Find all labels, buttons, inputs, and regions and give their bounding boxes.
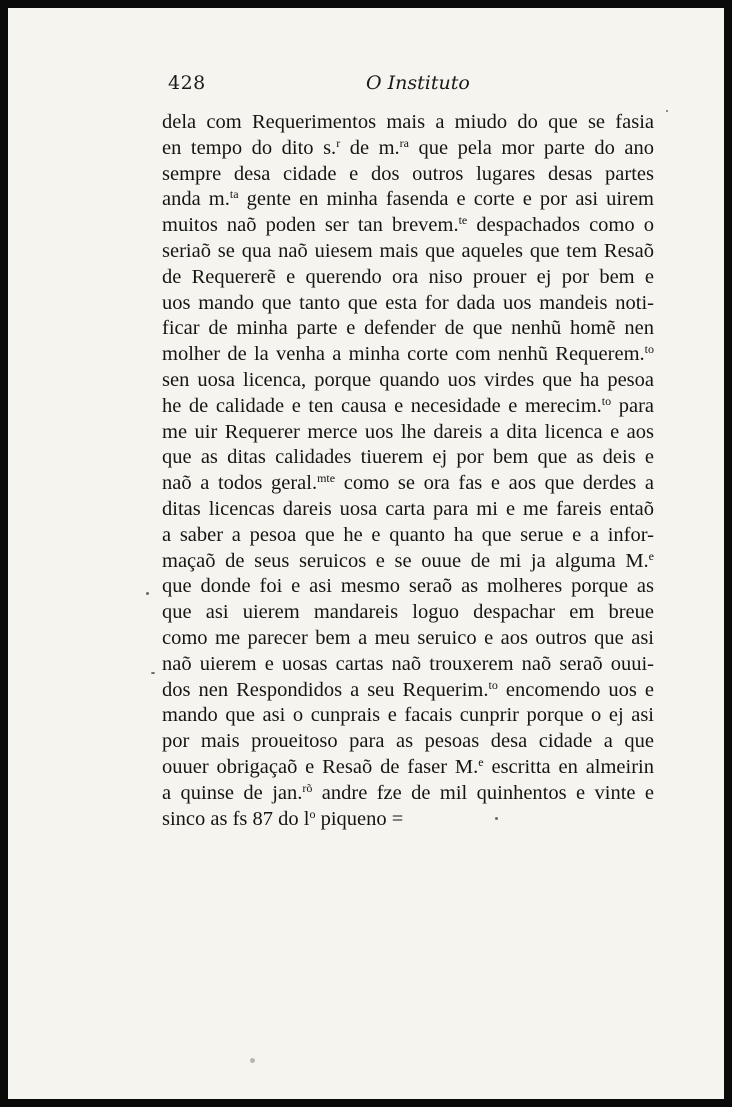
text-run: de m. [340,136,400,159]
text-line [162,600,654,626]
text-run: piqueno = [315,807,404,830]
text-run: naõ uierem e uosas cartas naõ trouxerem naõ seraõ ouui- [162,652,654,675]
text-line [162,807,654,833]
text-line [162,445,654,471]
text-line [162,703,654,729]
paper-speck [146,592,149,595]
text-run: uos mando que tanto que esta for dada uos mandeis noti- [162,291,654,314]
text-line [162,678,654,704]
text-line [162,213,654,239]
paper-speck [666,110,668,112]
text-run: despachados como o [467,214,654,237]
text-line [162,523,654,549]
text-line [162,652,654,678]
text-line [162,420,654,446]
text-run: he de calidade e ten causa e necesidade e merecim. [162,394,602,417]
text-run: por mais proueitoso para as pesoas desa cidade a que [162,730,654,753]
text-line [162,549,654,575]
superscript-abbrev: o [309,806,316,821]
text-line [162,136,654,162]
text-line [162,265,654,291]
text-run: ficar de minha parte e defender de que nenhũ homẽ nen [162,317,654,340]
text-run: sempre desa cidade e dos outros lugares desas partes [162,162,654,185]
text-run: que donde foi e asi mesmo seraõ as molheres porque as [162,575,654,598]
text-run: que asi uierem mandareis loguo despachar em breue [162,601,654,624]
text-line [162,755,654,781]
text-run: sen uosa licenca, porque quando uos virdes que ha pesoa [162,368,654,391]
text-line [162,316,654,342]
text-run: dos nen Respondidos a seu Requerim. [162,678,489,701]
body-paragraph [162,110,654,832]
paper-speck [495,817,498,820]
superscript-abbrev: to [601,393,612,408]
text-run: que as ditas calidades tiuerem ej por bem que as deis e [162,446,654,469]
superscript-abbrev: e [478,754,484,769]
text-run: en tempo do dito s. [162,136,337,159]
superscript-abbrev: e [648,548,654,563]
text-line [162,342,654,368]
text-run: anda m. [162,188,230,211]
text-run: molher de la venha a minha corte com nenhũ Requerem. [162,343,645,366]
superscript-abbrev: ra [399,135,409,150]
text-run: encomendo uos e [497,678,654,701]
superscript-abbrev: te [458,213,468,228]
superscript-abbrev: to [644,342,654,357]
text-run: a quinse de jan. [162,781,303,804]
text-run: como me parecer bem a meu seruico e aos outros que asi [162,626,654,649]
text-run: que pela mor parte do ano [409,136,654,159]
text-line [162,626,654,652]
page-number: 428 [168,72,206,94]
superscript-abbrev: mte [317,471,336,486]
text-run: como se ora fas e aos que derdes a [335,472,655,495]
text-line [162,162,654,188]
superscript-abbrev: to [488,677,498,692]
text-run: sinco as fs 87 do l [162,807,310,830]
text-run: gente en minha fasenda e corte e por asi uirem [238,188,654,211]
document-page [8,8,724,1099]
page-header [168,68,648,102]
text-run: andre fze de mil quinhentos e vinte e [312,781,654,804]
text-line [162,291,654,317]
text-line [162,187,654,213]
text-run: dela com Requerimentos mais a miudo do que se fasia [162,111,654,133]
text-run: me uir Requerer merce uos lhe dareis a dita licenca e aos [162,420,654,443]
text-run: ouuer obrigaçaõ e Resaõ de faser M. [162,755,479,778]
text-run: maçaõ de seus seruicos e se ouue de mi ja alguma M. [162,549,649,572]
text-run: naõ a todos geral. [162,472,318,495]
text-run: escritta en almeirin [483,755,654,778]
text-run: mando que asi o cunprais e facais cunprir porque o ej asi [162,704,654,727]
text-line [162,471,654,497]
paper-speck [250,1058,255,1063]
text-run: muitos naõ poden ser tan brevem. [162,214,459,237]
text-line [162,239,654,265]
text-line [162,497,654,523]
text-line [162,729,654,755]
superscript-abbrev: r [336,135,341,150]
text-run: de Requererẽ e querendo ora niso prouer ej por bem e [162,265,654,288]
text-line [162,368,654,394]
text-line [162,574,654,600]
superscript-abbrev: rõ [302,780,313,795]
text-line [162,394,654,420]
text-line [162,781,654,807]
text-run: para [611,394,654,417]
paper-speck [151,672,155,674]
text-line [162,110,654,136]
text-run: a saber a pesoa que he e quanto ha que serue e a infor- [162,523,654,546]
text-run: ditas licencas dareis uosa carta para mi e me fareis entaõ [162,497,654,520]
running-title: O Instituto [366,72,470,94]
text-run: seriaõ se qua naõ uiesem mais que aqueles que tem Resaõ [162,239,654,262]
superscript-abbrev: ta [229,187,239,202]
